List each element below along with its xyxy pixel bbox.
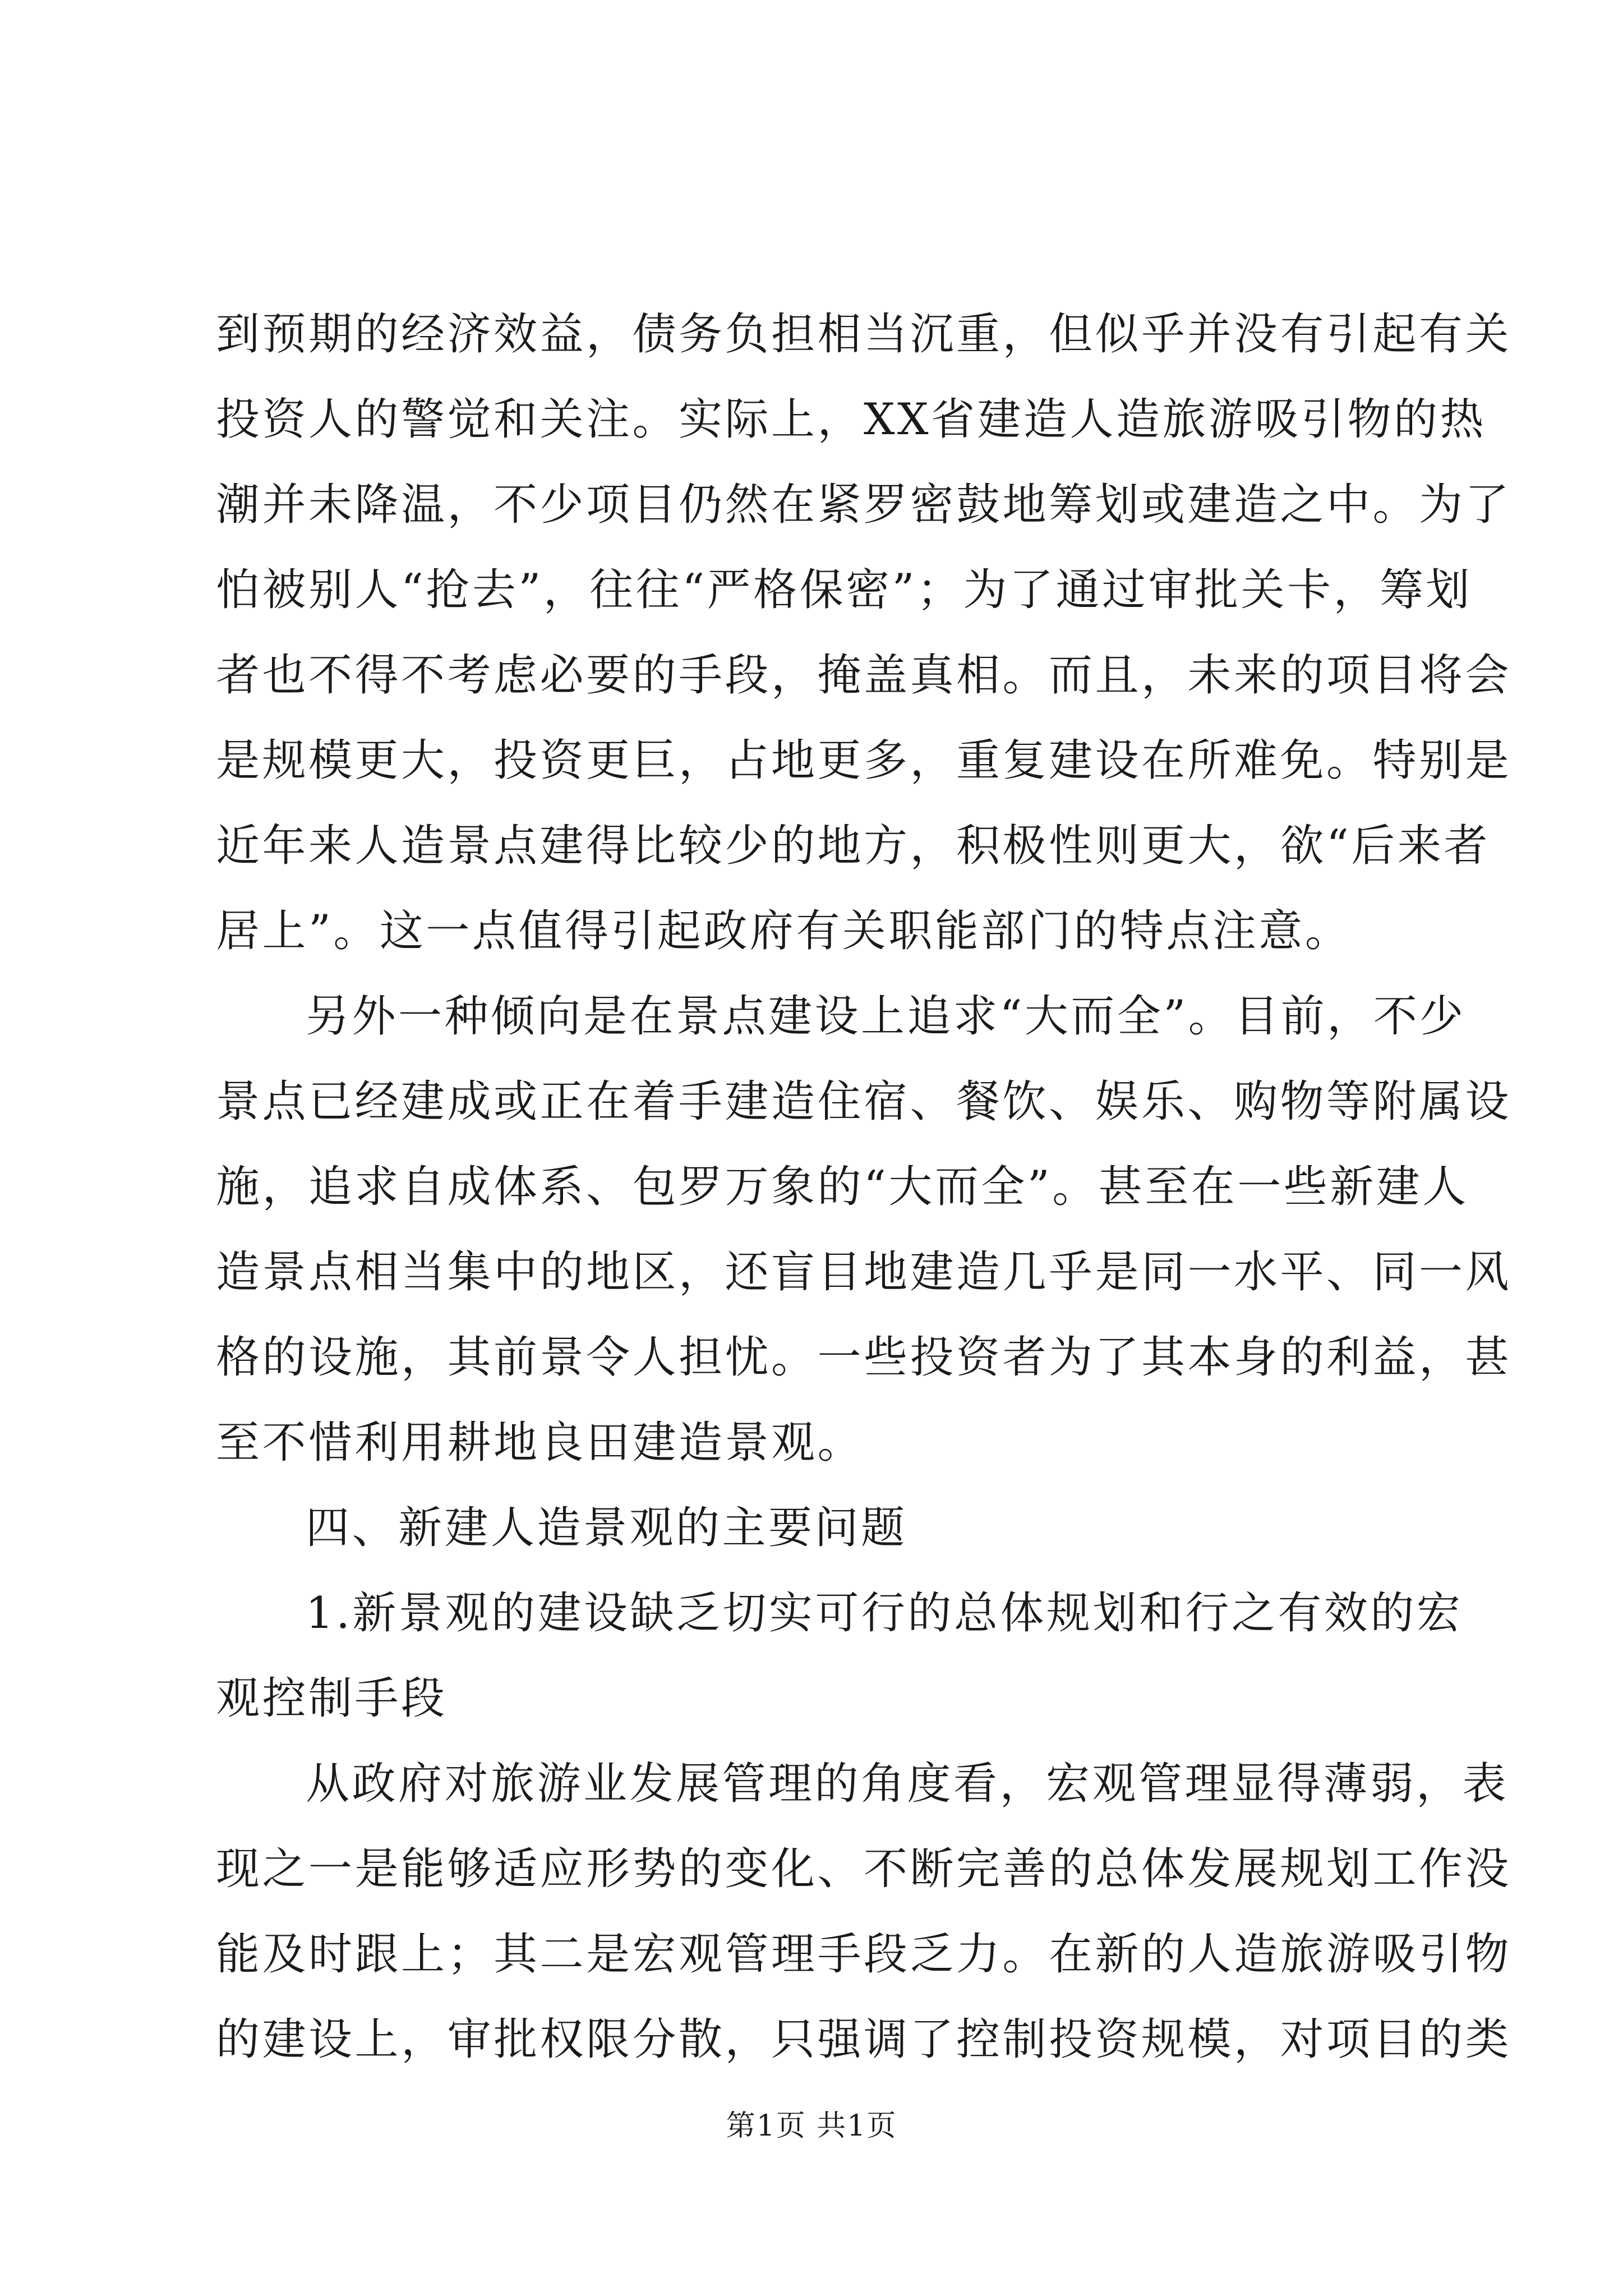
document-body	[216, 292, 1512, 2082]
text-line: 能及时跟上；其二是宏观管理手段乏力。在新的人造旅游吸引物	[216, 1929, 1512, 1980]
text-line: 近年来人造景点建得比较少的地方，积极性则更大，欲“后来者	[216, 821, 1490, 871]
text-line: 怕被别人“抢去”，往往“严格保密”；为了通过审批关卡，筹划	[216, 565, 1473, 615]
text-line: 景点已经建成或正在着手建造住宿、餐饮、娱乐、购物等附属设	[216, 1076, 1512, 1127]
text-line: 潮并未降温，不少项目仍然在紧罗密鼓地筹划或建造之中。为了	[216, 480, 1512, 530]
paragraph-start-line: 从政府对旅游业发展管理的角度看，宏观管理显得薄弱，表	[306, 1759, 1509, 1809]
subsection-heading-continued: 观控制手段	[216, 1673, 448, 1724]
text-line: 到预期的经济效益，债务负担相当沉重，但似乎并没有引起有关	[216, 309, 1512, 360]
text-line: 造景点相当集中的地区，还盲目地建造几乎是同一水平、同一风	[216, 1247, 1512, 1297]
section-heading: 四、新建人造景观的主要问题	[306, 1503, 907, 1553]
text-line: 投资人的警觉和关注。实际上，XX省建造人造旅游吸引物的热	[216, 394, 1487, 445]
text-line: 现之一是能够适应形势的变化、不断完善的总体发展规划工作没	[216, 1844, 1512, 1894]
text-line: 者也不得不考虑必要的手段，掩盖真相。而且，未来的项目将会	[216, 650, 1512, 701]
text-line: 居上”。这一点值得引起政府有关职能部门的特点注意。	[216, 906, 1352, 956]
subsection-heading: 1.新景观的建设缺乏切实可行的总体规划和行之有效的宏	[306, 1588, 1463, 1639]
text-line: 的建设上，审批权限分散，只强调了控制投资规模，对项目的类	[216, 2014, 1512, 2065]
text-line: 是规模更大，投资更巨，占地更多，重复建设在所难免。特别是	[216, 735, 1512, 786]
paragraph-start-line: 另外一种倾向是在景点建设上追求“大而全”。目前，不少	[306, 991, 1466, 1042]
page-footer: 第1页 共1页	[726, 2109, 897, 2143]
text-line: 施，追求自成体系、包罗万象的“大而全”。甚至在一些新建人	[216, 1162, 1469, 1212]
text-line: 格的设施，其前景令人担忧。一些投资者为了其本身的利益，甚	[216, 1332, 1512, 1383]
text-line: 至不惜利用耕地良田建造景观。	[216, 1418, 864, 1468]
